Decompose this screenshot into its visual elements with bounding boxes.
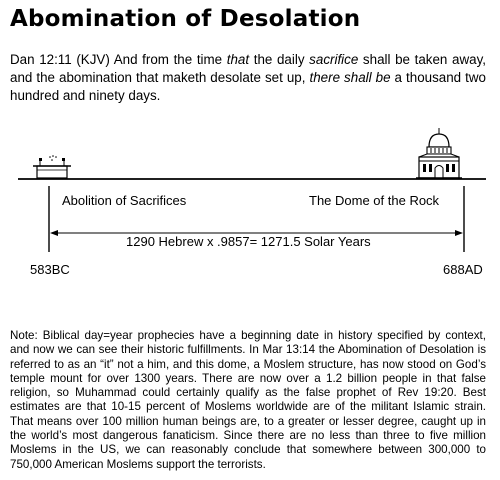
note-paragraph: Note: Biblical day=year prophecies have a beginning date in history specified by context, and now we can see their historic fulfillments. In Mar 13:14 the Abomination of Desolation is referred to as an “it” not a him, and this dome, a Moslem structure, has now stood on God’s temple mount for over 1300 years. There are now over a 1.2 billion people in that false religion, so Muhammad could certainly qualify as the false prophet of Rev 19:20. Best estimates are that 10-15 percent of Moslems worldwide are of the militant Islamic strain. That means over 100 million human beings are, to a greater or lesser degree, caught up in the world’s most dangerous fanaticism. Since there are no less than three to five million Moslems in the US, we can reasonably conclude that somewhere between 300,000 to 750,000 American Moslems support the terrorists. — [10, 329, 486, 471]
verse-reference: Dan 12:11 (KJV) — [10, 52, 110, 67]
calculation-label: 1290 Hebrew x .9857= 1271.5 Solar Years — [126, 234, 371, 249]
verse-italic: sacrifice — [309, 52, 359, 67]
verse-part: And from the time — [109, 52, 227, 67]
verse-part: shall be taken away, and the abomination that maketh desolate set up, — [10, 52, 486, 85]
dome-of-the-rock-icon — [416, 128, 462, 178]
verse-part: a thousand two hundred and ninety days. — [10, 70, 486, 103]
page-title: Abomination of Desolation — [10, 6, 361, 32]
span-arrow-left-head — [50, 230, 58, 236]
end-date-label: 688AD — [443, 262, 483, 277]
altar-icon — [33, 155, 71, 178]
verse-italic: that — [226, 52, 250, 67]
verse-part: the daily — [249, 52, 310, 67]
span-arrow-right-head — [455, 230, 463, 236]
end-event-label: The Dome of the Rock — [309, 193, 440, 208]
start-date-label: 583BC — [30, 262, 70, 277]
verse-italic: there shall be — [309, 70, 391, 85]
start-event-label: Abolition of Sacrifices — [62, 193, 187, 208]
